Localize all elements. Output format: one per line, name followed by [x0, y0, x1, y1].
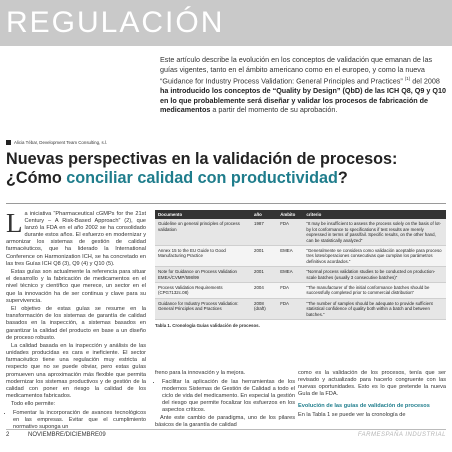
col-a-paragraph: Todo ello permite: — [11, 401, 56, 408]
issue-date: NOVIEMBRE/DICIEMBRE09 — [28, 432, 106, 438]
intro-ref: (1) — [404, 76, 411, 82]
table-header-row — [155, 210, 446, 219]
table-cell: “The manufacturer of the initial conformance batches should be successfully completed prior to commercial distribution” — [303, 283, 446, 299]
intro-paragraph: Este artículo describe la evolución en los conceptos de validación que emanan de las guías vigentes, tanto en el ámbito americano como en el europeo, y como la nueva “Guidance for Industry Process Validation: General Principles and Practices” $^{(1)}$ del 2008 ha introducido los conceptos de “Quality by Design” (QbD) de las ICH Q8, Q9 y Q10 en lo que probablemente será diseñar y validar los procesos de fabricación de medicamentos a partir del momento de su aprobación. — [160, 55, 446, 115]
table-cell: Note for Guidance on Process Validation EMEA/CVMP/598/99 — [155, 267, 251, 283]
table-cell: EMEA — [277, 267, 303, 283]
table-cell: 2001 — [251, 267, 277, 283]
col-b-paragraph: Ante este cambio de paradigma, uno de los pilares básicos de la garantía de calidad — [155, 415, 295, 429]
table-cell: 1987 — [251, 219, 277, 245]
table-cell: 2008 (draft) — [251, 298, 277, 319]
table-cell: Guidance for Industry Process Validation: General Principles and Practices — [155, 298, 251, 319]
table-caption: Tabla 1. Cronología Guías validación de procesos. — [155, 323, 260, 329]
table-cell: Annex 15 to the EU Guide to Good Manufacturing Practice — [155, 246, 251, 267]
table-cell: “It may be insufficient to assess the process solely on the basis of lot-by lot conformance to specifications if test results are merely expressed in terms of pass/fail. Specific results, on the other hand, can be statistically analyzed” — [303, 219, 446, 245]
author-square-icon — [6, 140, 11, 145]
table-cell: FDA — [277, 298, 303, 319]
section-title: REGULACIÓN — [6, 6, 225, 39]
column-middle — [155, 370, 295, 431]
intro-bold: ha introducido los conceptos de “Quality by Design” (QbD) de las ICH Q8, Q9 y Q10 en lo que probablemente será diseñar y validar los procesos de fabricación de medicamentos — [160, 86, 446, 115]
table — [155, 210, 446, 320]
column-header: Documento — [155, 210, 251, 219]
page-number: 2 — [6, 432, 10, 438]
validation-table — [155, 210, 446, 328]
col-c-paragraph: como es la validación de los procesos, tenía que ser revisado y actualizado para hacerlo congruente con las nuevas oportunidades. Esto es lo que pretende la nueva Guía de la FDA. — [298, 370, 446, 398]
table-row — [155, 283, 446, 299]
table-cell: “Normal process validation studies to be conducted on production-scale batches (usually 3 consecutive batches)” — [303, 267, 446, 283]
column-header: criterio — [303, 210, 446, 219]
table-cell: 2001 — [251, 246, 277, 267]
section-banner — [0, 0, 452, 46]
section-subheading: Evolución de las guías de validación de procesos — [298, 403, 430, 410]
table-row — [155, 267, 446, 283]
column-right — [298, 370, 446, 421]
headline-divider — [6, 203, 446, 204]
table-cell: “Generalmente se considera como validación aceptable para proceso tres lotes/operaciones consecutivas que cumplan los parámetros definitivos acordados.” — [303, 246, 446, 267]
col-b-bullets — [155, 379, 295, 414]
list-item: • Fomentar la incorporación de avances tecnológicos en las empresas. Evitar que el cumplimiento normativo suponga un — [13, 410, 146, 431]
col-a-paragraph: La calidad basada en la inspección y análisis de las unidades producidas es cara e ineficiente. El sector farmacéutico tiene una regulación muy estricta al respecto que no se puede obviar, pero estas guías promueven una aproximación más flexible que permita modernizar los sistemas productivos y de gestión de la calidad con poner en riesgo la calidad de los medicamentos fabricados. — [6, 343, 146, 399]
table-cell: Guideline on general principles of process validation — [155, 219, 251, 245]
col-b-line: freno para la innovación y la mejora. — [155, 370, 246, 376]
col-a-paragraph: El objetivo de estas guías se resume en la transformación de los sistemas de garantía de calidad basados en la inspección, a sistemas basados en garantizar la calidad del producto en base a un diseño de proceso robusto. — [6, 306, 146, 341]
col-a-paragraph: a iniciativa “Pharmaceutical cGMPs for the 21st Century – A Risk-Based Approach” (2), que lanzó la FDA en el año 2002 se ha consolidado durante estos años. El esfuerzo en modernizar y armonizar los sistemas de gestión de calidad farmacéuticos, que ha liderado la International Conference on Harmonization ICH, se ha concretado en las tres Guías ICH Q8 (3), Q9 (4) y Q10 (5). — [6, 211, 146, 267]
col-c-paragraph: En la Tabla 1 se puede ver la cronología de — [298, 412, 406, 419]
table-cell: “The number of samples should be adequate to provide sufficient statistical confidence of quality both within a batch and between batches.” — [303, 298, 446, 319]
table-cell: EMEA — [277, 246, 303, 267]
table-cell: Process Validation Requirements (CPG7132c.08) — [155, 283, 251, 299]
footer-divider — [6, 429, 446, 430]
column-header: año — [251, 210, 277, 219]
magazine-name: FARMESPAÑA INDUSTRIAL — [357, 432, 446, 438]
column-header: Ámbito — [277, 210, 303, 219]
dropcap: L — [6, 208, 23, 238]
column-left — [6, 208, 146, 432]
author-byline: Alicia Tébar, Development Team Consulting, s.l. — [6, 140, 107, 145]
table-row — [155, 219, 446, 245]
table-cell: 2004 — [251, 283, 277, 299]
table-row — [155, 246, 446, 267]
article-headline: Nuevas perspectivas en la validación de procesos: ¿Cómo conciliar calidad con productividad? — [6, 150, 398, 187]
table-cell: FDA — [277, 283, 303, 299]
table-cell: FDA — [277, 219, 303, 245]
table-row — [155, 298, 446, 319]
col-a-paragraph: Estas guías son actualmente la referencia para situar el desarrollo y la fabricación de medicamentos en el nivel técnico y científico que merece, un sector en el que la innovación ha de ser continua y clave para su supervivencia. — [6, 269, 146, 304]
headline-accent: conciliar calidad con productividad — [66, 169, 338, 187]
list-item: • Facilitar la aplicación de las herramientas de los modernos Sistemas de Gestión de Calidad a todo el ciclo de vida del medicamento. En especial la gestión del riesgo que permite focalizar los esfuerzos en los aspectos críticos. — [162, 379, 295, 414]
